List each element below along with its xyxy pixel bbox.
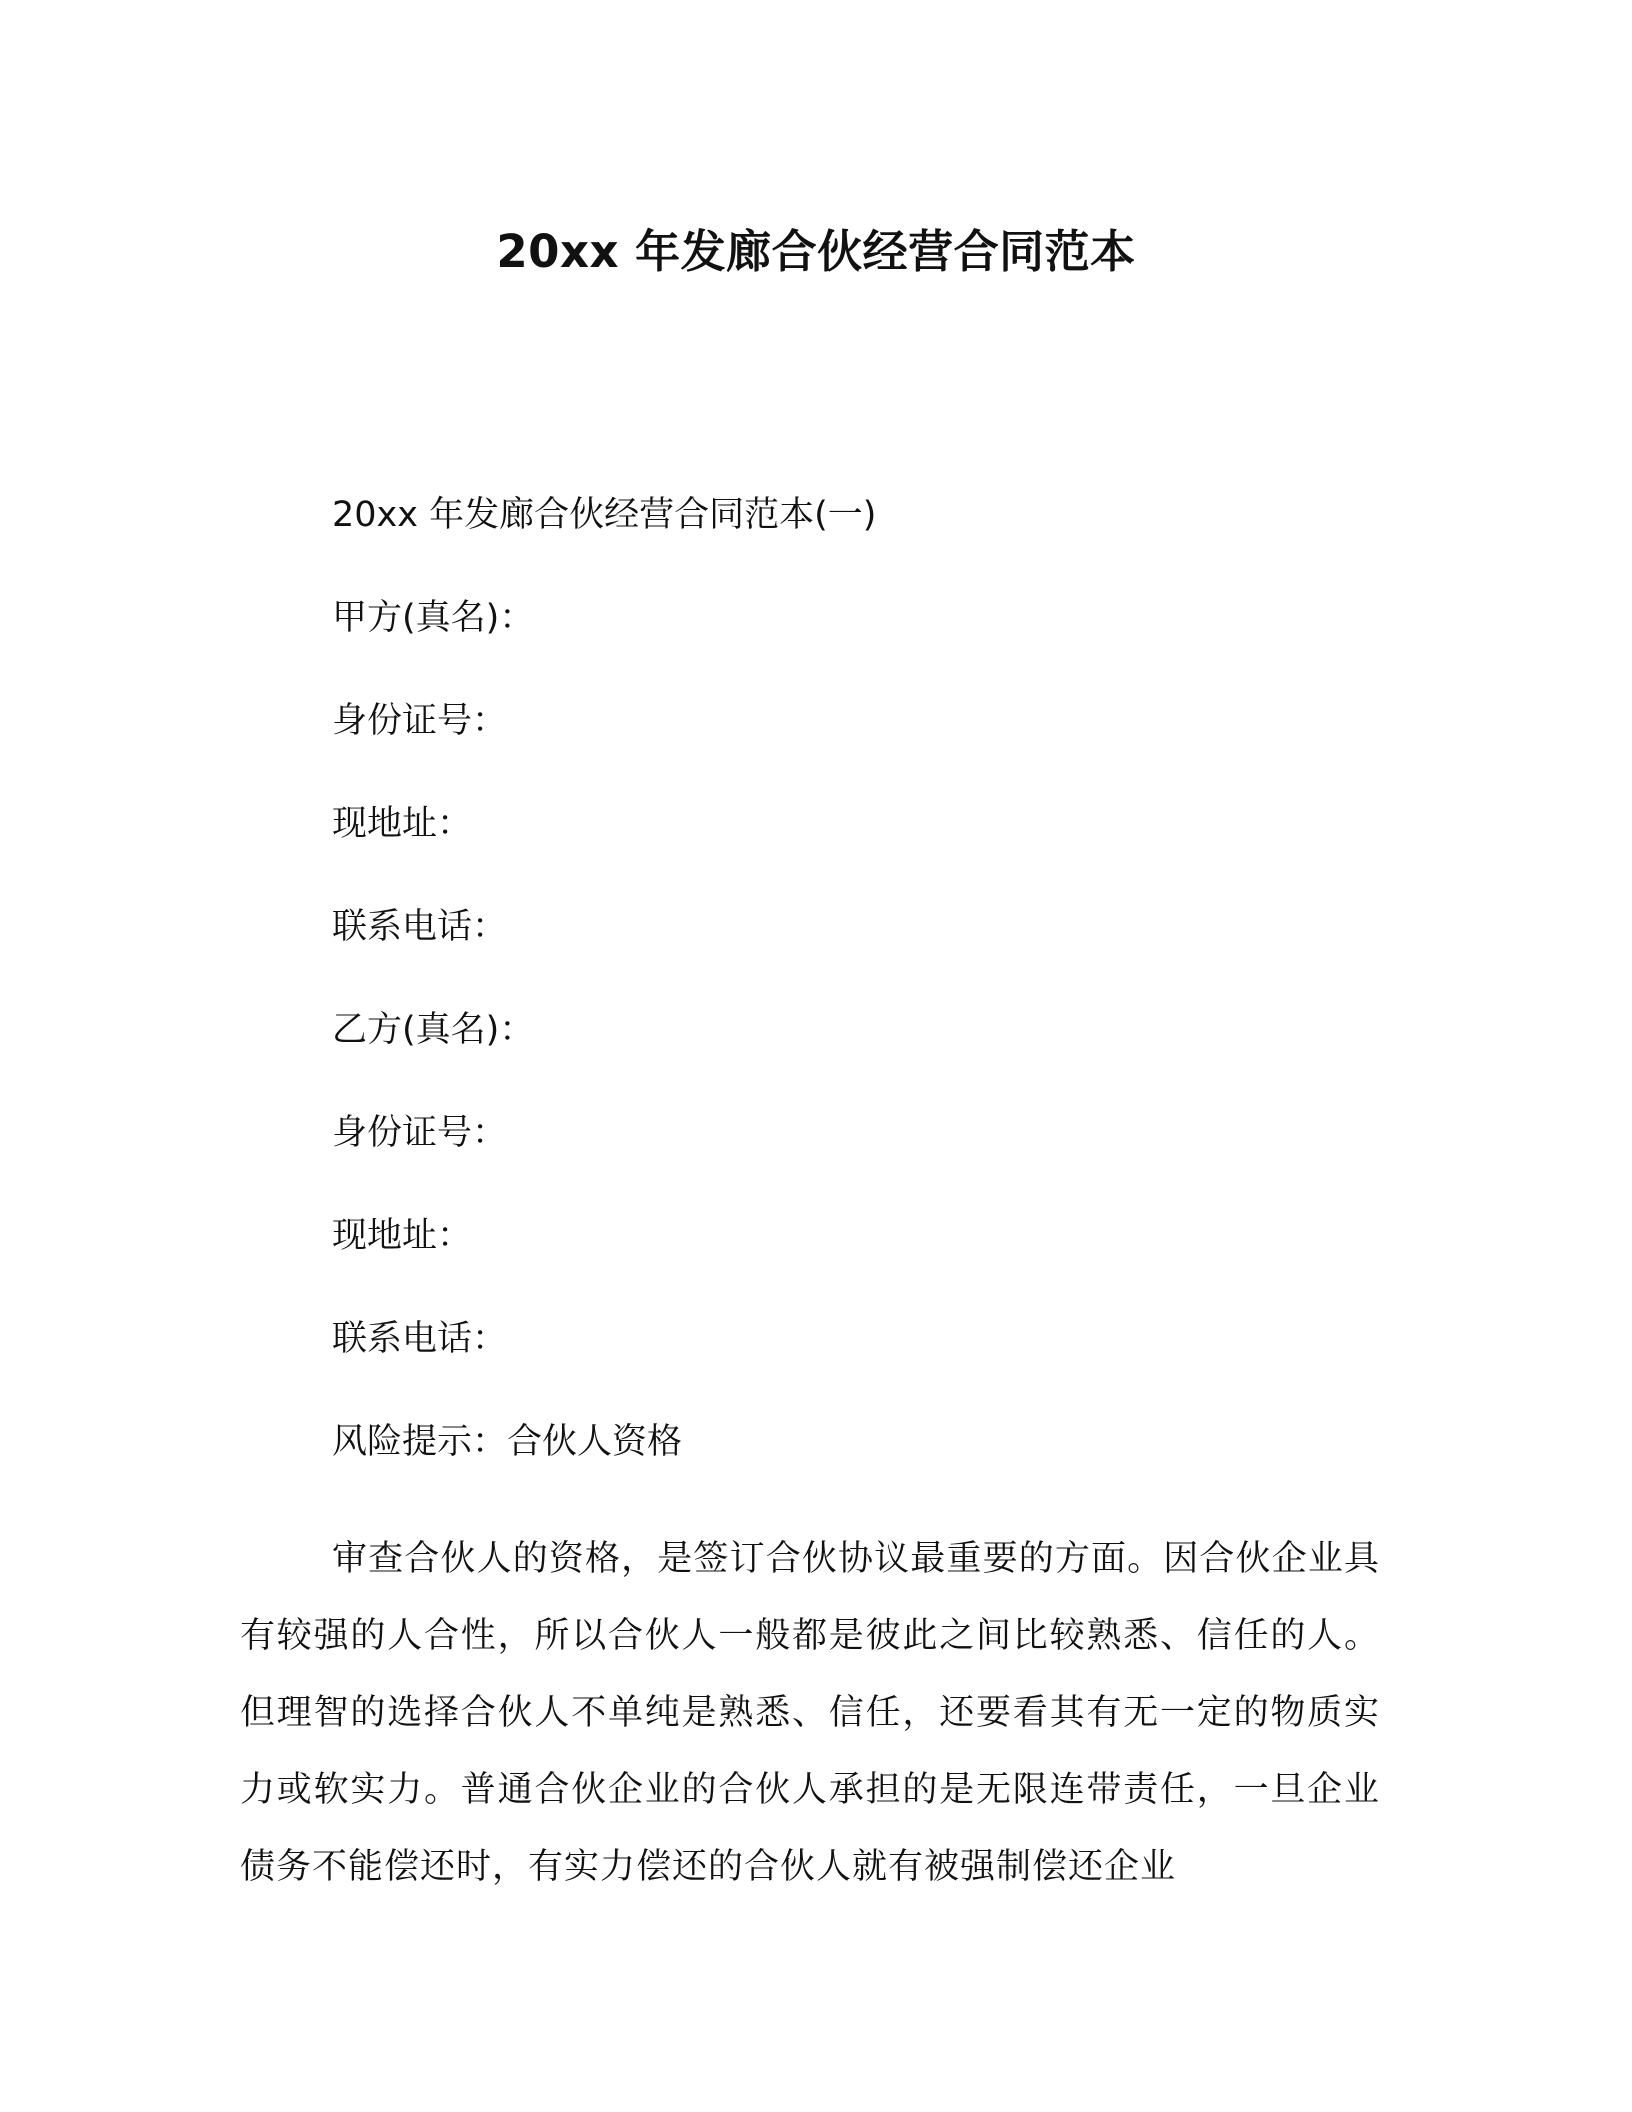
risk-notice-heading: 风险提示：合伙人资格 (332, 1422, 683, 1462)
body-paragraph: 审查合伙人的资格，是签订合伙协议最重要的方面。因合伙企业具有较强的人合性，所以合伙人一般都是彼此之间比较熟悉、信任的人。但理智的选择合伙人不单纯是熟悉、信任，还要看其有无一定的物质实力或软实力。普通合伙企业的合伙人承担的是无限连带责任，一旦企业债务不能偿还时，有实力偿还的合伙人就有被强制偿还企业 (240, 1539, 1380, 1887)
document-title: 20xx 年发廊合伙经营合同范本 (496, 225, 1136, 278)
party-b-id-label: 身份证号： (332, 1113, 508, 1153)
party-b-address-label: 现地址： (332, 1216, 473, 1256)
party-a-name-label: 甲方(真名)： (332, 598, 535, 638)
party-b-name-label: 乙方(真名)： (332, 1010, 535, 1050)
contract-field-list (332, 490, 876, 1520)
party-a-id-label: 身份证号： (332, 701, 508, 741)
party-a-address-label: 现地址： (332, 804, 473, 844)
party-a-phone-label: 联系电话： (332, 907, 508, 947)
party-b-phone-label: 联系电话： (332, 1319, 508, 1359)
subtitle-line: 20xx 年发廊合伙经营合同范本(一) (332, 495, 877, 535)
